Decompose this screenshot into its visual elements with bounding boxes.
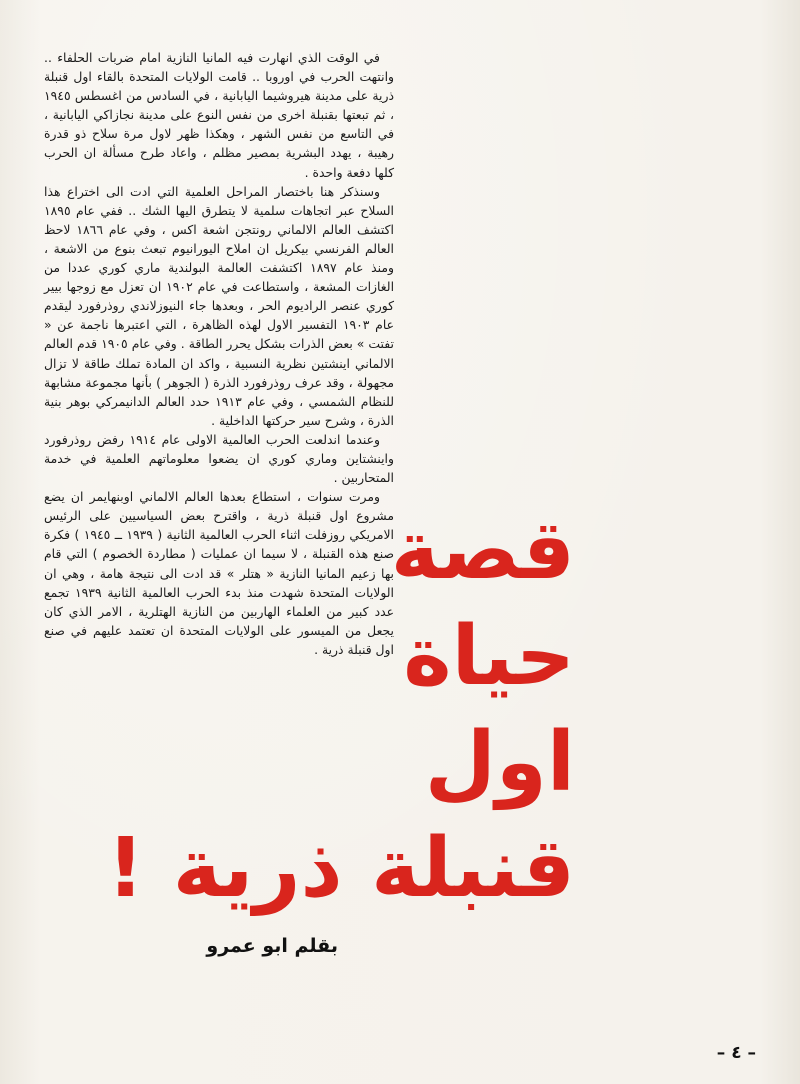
headline-line: حياة bbox=[403, 609, 575, 704]
page-number: – ٤ – bbox=[716, 1043, 756, 1063]
headline-line: قصة bbox=[390, 503, 575, 598]
article-paragraph: وعندما اندلعت الحرب العالمية الاولى عام ١٩١٤ رفض روذرفورد واينشتاين وماري كوري ان يضعوا معلوماتهم العلمية في خدمة المتحاربين . bbox=[44, 431, 394, 486]
article-paragraph: وسنذكر هنا باختصار المراحل العلمية التي ادت الى اختراع هذا السلاح عبر اتجاهات سلمية لا يتطرق اليها الشك .. ففي عام ١٨٩٥ اكتشف العالم الالماني رونتجن اشعة اكس ، وفي عام ١٨٦٦ لاحظ العالم الفرنسي بيكريل ان املاح اليورانيوم تبعث بنوع من الاشعة ، ومنذ عام ١٨٩٧ اكتشفت العالمة البولندية ماري كوري عددا من الغازات المشعة ، واستطاعت في عام ١٩٠٢ ان تعزل مع زوجها بيير كوري عنصر الراديوم الحر ، وبعدها جاء النيوزلاندي روذرفورد ليقدم عام ١٩٠٣ التفسير الاول لهذه الظاهرة ، التي اعتبرها ناجمة عن « تفتت » بعض الذرات بشكل يحرر الطاقة . وفي عام ١٩٠٥ قدم العالم الالماني اينشتين نظرية النسبية ، واكد ان المادة تملك طاقة لا تزال مجهولة ، وقد عرف روذرفورد الذرة ( الجوهر ) بأنها مجموعة مشابهة للنظام الشمسي ، وفي عام ١٩١٣ حدد العالم الدانيمركي بوهر بنية الذرة ، وشرح سير حركتها الداخلية . bbox=[44, 183, 395, 428]
headline-line: قنبلة ذرية ! bbox=[106, 821, 575, 916]
article-paragraph: ومرت سنوات ، استطاع بعدها العالم الالماني اوبنهايمر ان يضع مشروع اول قنبلة ذرية ، واقترح بعض السياسيين على الرئيس الامريكي روزفلت اثناء الحرب العالمية الثانية ( ١٩٣٩ ــ ١٩٤٥ ) فكرة صنع هذه القنبلة ، لا سيما ان عمليات ( مطاردة الخصوم ) التي قام بها زعيم المانيا النازية « هتلر » قد ادت الى نتيجة هامة ، وهي ان الولايات المتحدة شهدت منذ بدء الحرب العالمية الثانية ١٩٣٩ تجمع عدد كبير من العلماء الهاربين من النازية الهتلرية ، الامر الذي كان يجعل من الميسور على الولايات المتحدة ان تعتمد عليهم في صنع اول قنبلة ذرية . bbox=[44, 489, 395, 657]
headline-line: اول bbox=[424, 715, 575, 810]
article-paragraph: في الوقت الذي انهارت فيه المانيا النازية امام ضربات الحلفاء .. وانتهت الحرب في اوروبا .. قامت الولايات المتحدة بالقاء اول قنبلة ذرية على مدينة هيروشيما اليابانية ، في السادس من اغسطس ١٩٤٥ ، ثم تبعتها بقنبلة اخرى من نفس النوع على مدينة نجازاكي اليابانية ، في التاسع من نفس الشهر ، وهكذا ظهر لاول مرة سلاح ذو قدرة رهيبة ، يهدد البشرية بمصير مظلم ، واعاد طرح مسألة ان الحرب كلها دفعة واحدة . bbox=[44, 50, 394, 180]
author-byline: بقلم ابو عمرو bbox=[206, 935, 338, 957]
